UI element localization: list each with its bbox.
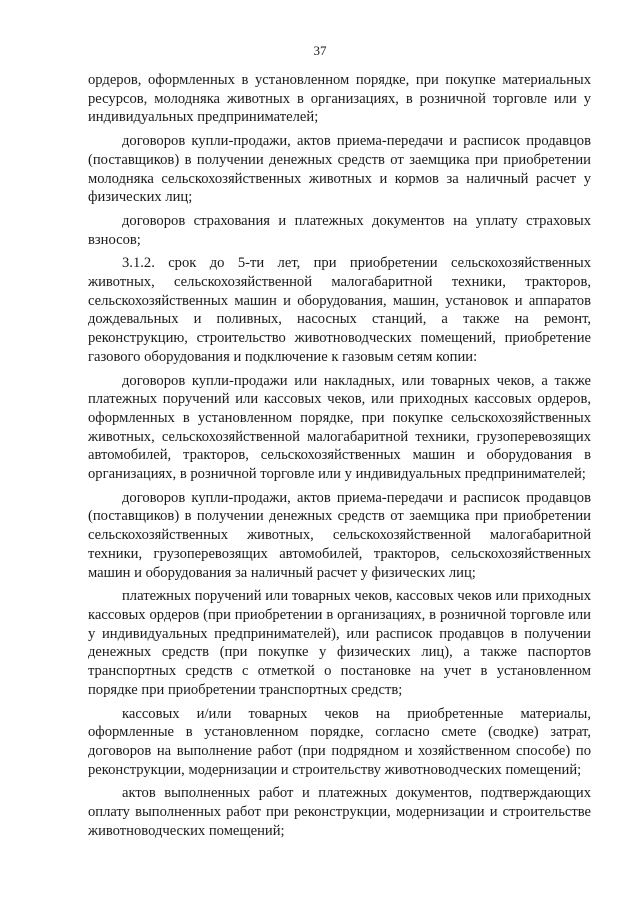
paragraph: договоров купли-продажи, актов приема-передачи и расписок продавцов (поставщиков) в получении денежных средств от заемщика при приобретении молодняка сельскохозяйственных животных и кормов за наличный расчет у физических лиц; bbox=[88, 133, 591, 206]
page-number: 37 bbox=[313, 43, 327, 58]
paragraph: договоров купли-продажи, актов приема-передачи и расписок продавцов (поставщиков) в получении денежных средств от заемщика при приобретении сельскохозяйственных животных, сельскохозяйственной малогабаритной техники, грузоперевозящих автомобилей, тракторов, сельскохозяйственных машин и оборудования за наличный расчет у физических лиц; bbox=[88, 489, 591, 581]
paragraph: договоров страхования и платежных документов на уплату страховых взносов; bbox=[88, 212, 591, 248]
paragraph: кассовых и/или товарных чеков на приобретенные материалы, оформленные в установленном порядке, согласно смете (сводке) затрат, договоров на выполнение работ (при подрядном и хозяйственном способе) по реконструкции, модернизации и строительству животноводческих помещений; bbox=[88, 705, 591, 778]
paragraph: договоров купли-продажи или накладных, или товарных чеков, а также платежных поручений или кассовых чеков, или приходных кассовых ордеров, оформленных в установленном порядке, при покупке сельскохозяйственных животных, сельскохозяйственной малогабаритной техники, грузоперевозящих автомобилей, тракторов, сельскохозяйственных машин и оборудования в организациях, в розничной торговле или у индивидуальных предпринимателей; bbox=[88, 372, 591, 483]
paragraph: 3.1.2. срок до 5-ти лет, при приобретении сельскохозяйственных животных, сельскохозяйственной малогабаритной техники, тракторов, сельскохозяйственных машин и оборудования, машин, установок и аппаратов дождевальных и поливных, насосных станций, а также на ремонт, реконструкцию, строительство животноводческих помещений, приобретение газового оборудования и подключение к газовым сетям копии: bbox=[88, 255, 591, 365]
paragraph: актов выполненных работ и платежных документов, подтверждающих оплату выполненных работ при реконструкции, модернизации и строительстве животноводческих помещений; bbox=[88, 785, 591, 839]
paragraph: платежных поручений или товарных чеков, кассовых чеков или приходных кассовых ордеров (при приобретении в организациях, в розничной торговле или у индивидуальных предпринимателей), или расписок продавцов в получении денежных средств (при покупке у физических лиц), а также паспортов транспортных средств с отметкой о постановке на учет в установленном порядке при приобретении транспортных средств; bbox=[88, 588, 591, 698]
paragraph: ордеров, оформленных в установленном порядке, при покупке материальных ресурсов, молодняка животных в организациях, в розничной торговле или у индивидуальных предпринимателей; bbox=[88, 72, 591, 126]
document-body bbox=[88, 71, 591, 845]
